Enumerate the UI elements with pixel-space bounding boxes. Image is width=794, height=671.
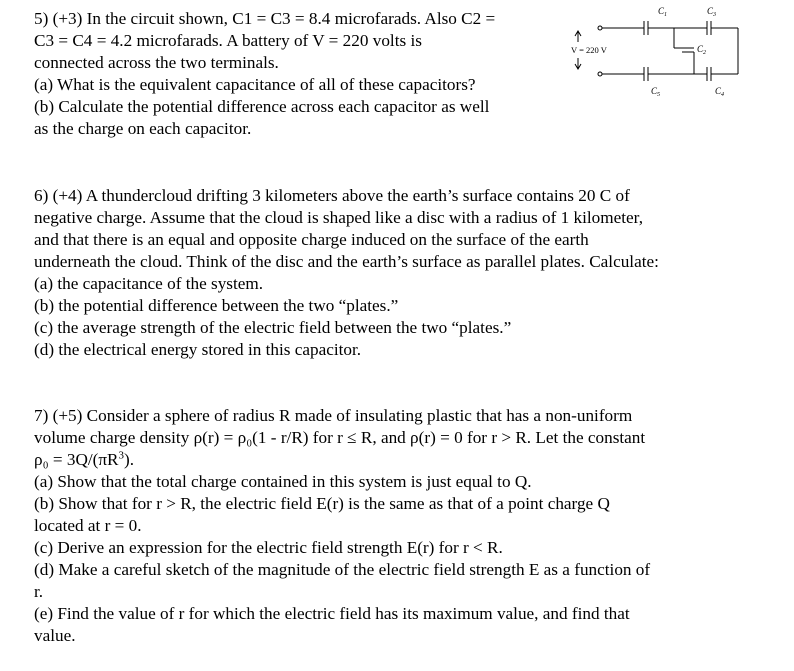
density-constant-prefix: ρ₀ = 3Q/(πR	[34, 450, 119, 469]
problem-7-line: (b) Show that for r > R, the electric field E(r) is the same as that of a point charge Q	[34, 494, 610, 513]
problem-5-line: (a) What is the equivalent capacitance of all of these capacitors?	[34, 75, 476, 94]
problem-5-line: C3 = C4 = 4.2 microfarads. A battery of V = 220 volts is	[34, 31, 422, 50]
problem-7-line: 7) (+5) Consider a sphere of radius R made of insulating plastic that has a non-uniform	[34, 406, 633, 425]
problem-6-line: (b) the potential difference between the two “plates.”	[34, 296, 399, 315]
c1-label-subscript: 1	[664, 12, 667, 18]
problem-6-line: underneath the cloud. Think of the disc and the earth’s surface as parallel plates. Calculate:	[34, 252, 659, 271]
problem-7-density-constant	[34, 449, 774, 471]
problem-6-line: and that there is an equal and opposite charge induced on the surface of the earth	[34, 230, 589, 249]
problem-7-line: value.	[34, 626, 76, 645]
problem-5-line: 5) (+3) In the circuit shown, C1 = C3 = 8.4 microfarads. Also C2 =	[34, 9, 496, 28]
c3-label-subscript: 3	[713, 12, 716, 18]
c4-label: C	[715, 86, 722, 96]
c3-label: C	[707, 6, 714, 16]
problem-7-line: located at r = 0.	[34, 516, 142, 535]
problem-7-line: (a) Show that the total charge contained in this system is just equal to Q.	[34, 472, 532, 491]
c5-label-subscript: 5	[657, 92, 660, 98]
problem-6-line: negative charge. Assume that the cloud is shaped like a disc with a radius of 1 kilometer,	[34, 208, 643, 227]
top-terminal	[598, 26, 602, 30]
bottom-terminal	[598, 72, 602, 76]
problem-7-line: r.	[34, 582, 44, 601]
problem-7-line: (d) Make a careful sketch of the magnitude of the electric field strength E as a function of	[34, 560, 651, 579]
problem-6-line: (a) the capacitance of the system.	[34, 274, 264, 293]
problem-5-line: as the charge on each capacitor.	[34, 119, 252, 138]
problem-5	[34, 8, 564, 140]
problem-7	[34, 405, 774, 647]
c4-label-subscript: 4	[721, 92, 724, 98]
density-constant-exponent: 3	[118, 449, 125, 462]
density-constant-suffix: ).	[124, 450, 135, 469]
c5-label: C	[651, 86, 658, 96]
problem-7-line: (c) Derive an expression for the electric field strength E(r) for r < R.	[34, 538, 503, 557]
voltage-label: V = 220 V	[571, 45, 607, 55]
problem-7-line: (e) Find the value of r for which the electric field has its maximum value, and find that	[34, 604, 630, 623]
c2-label: C	[697, 44, 704, 54]
problem-6-line: (d) the electrical energy stored in this capacitor.	[34, 340, 362, 359]
capacitor-circuit-diagram	[562, 2, 762, 102]
problem-6-line: (c) the average strength of the electric field between the two “plates.”	[34, 318, 512, 337]
problem-6	[34, 185, 774, 361]
problem-5-line: connected across the two terminals.	[34, 53, 279, 72]
problem-5-line: (b) Calculate the potential difference across each capacitor as well	[34, 97, 490, 116]
problem-7-line: volume charge density ρ(r) = ρ₀(1 - r/R) for r ≤ R, and ρ(r) = 0 for r > R. Let the constant	[34, 428, 646, 447]
problem-6-line: 6) (+4) A thundercloud drifting 3 kilometers above the earth’s surface contains 20 C of	[34, 186, 630, 205]
c1-label: C	[658, 6, 665, 16]
c2-label-subscript: 2	[703, 50, 706, 56]
